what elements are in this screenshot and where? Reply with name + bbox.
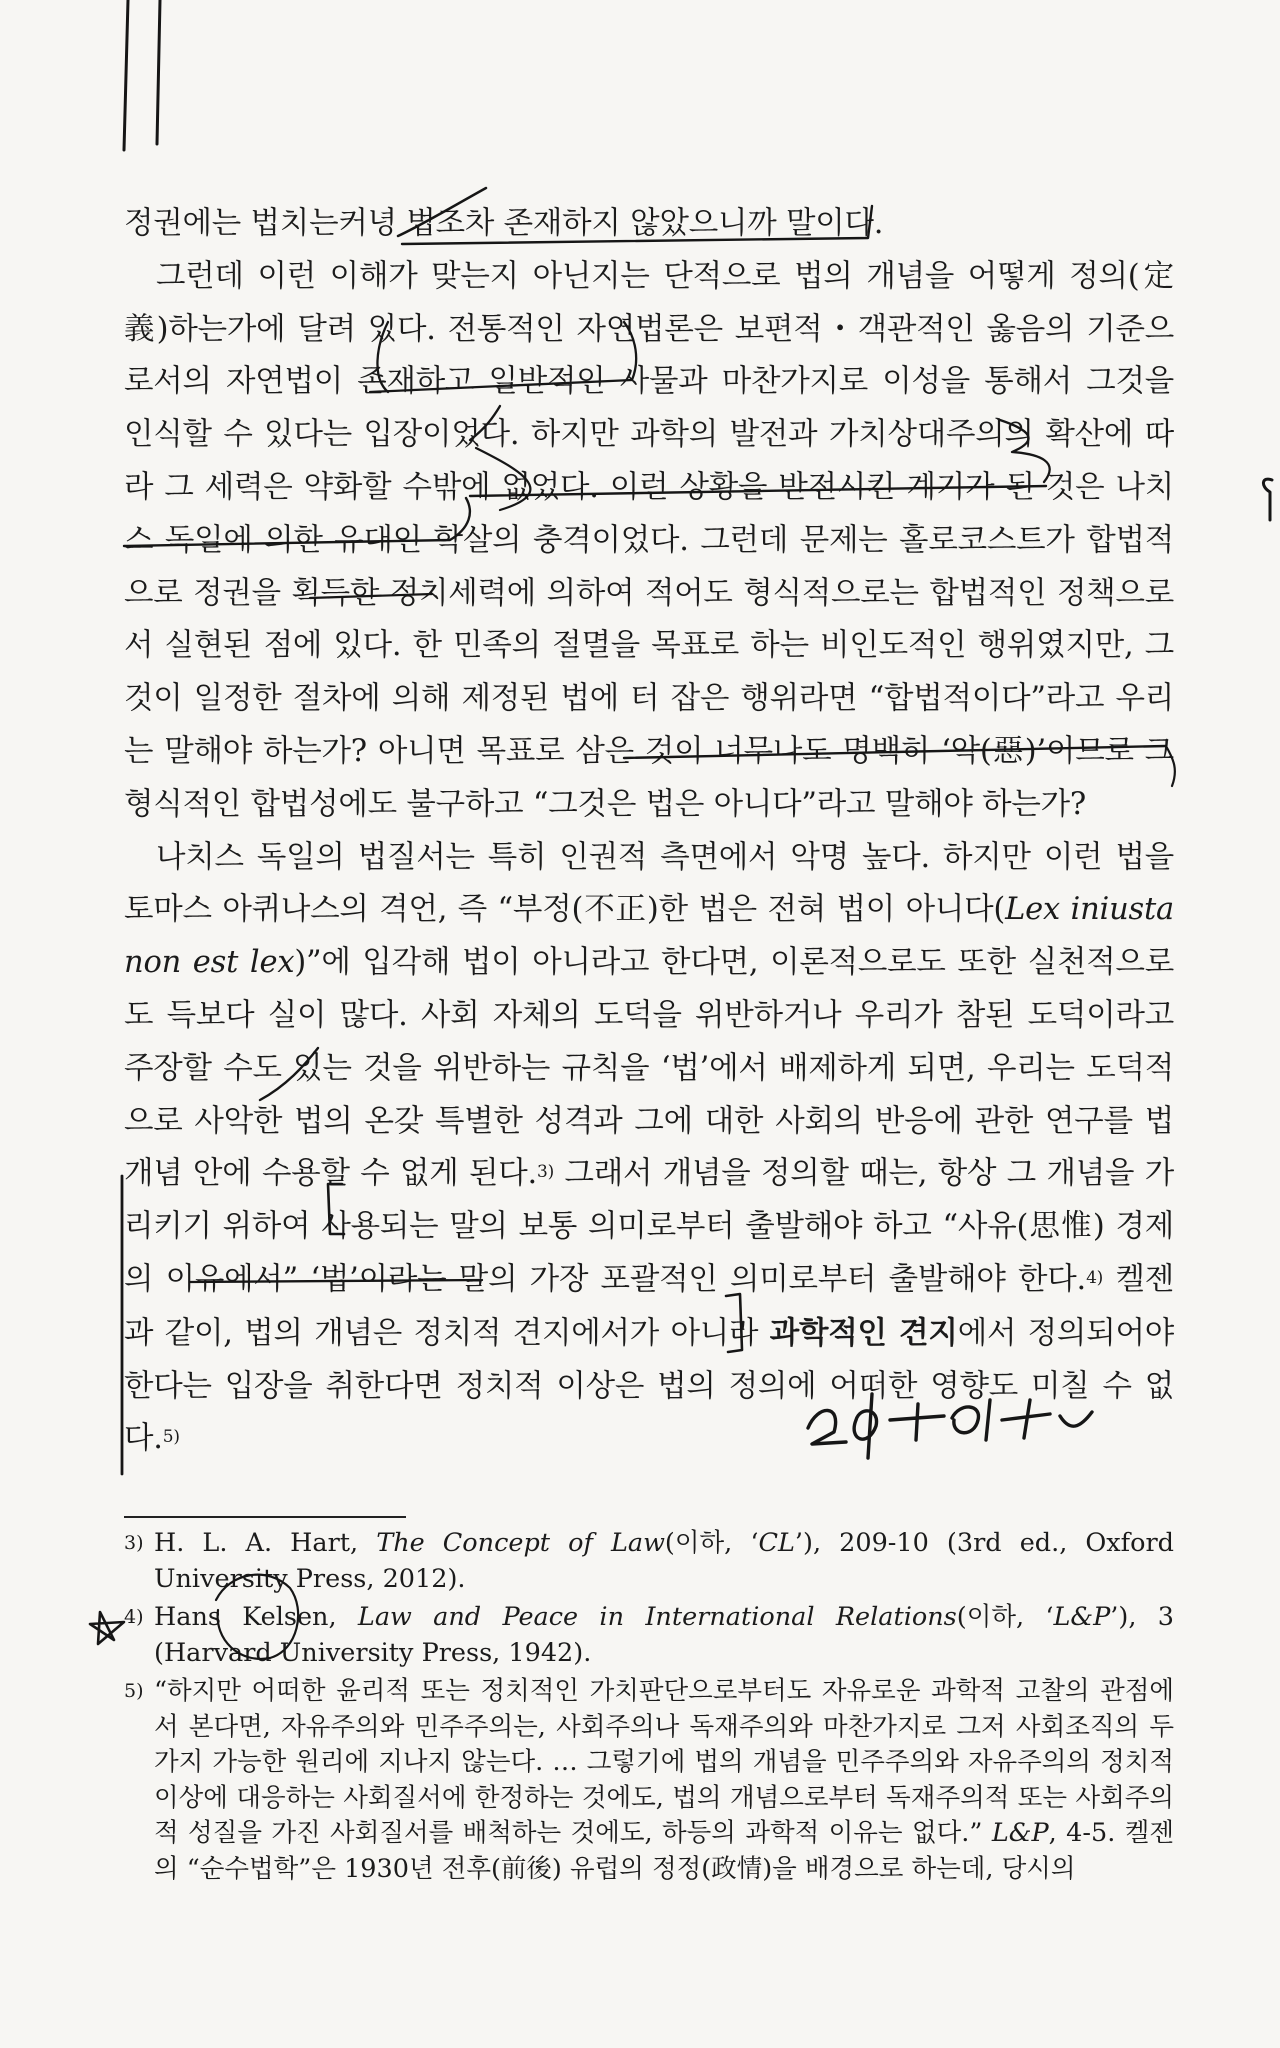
text-segment: (이하, ‘ <box>664 1528 759 1558</box>
text-segment: 그래서 개념을 정의할 때는, 항상 그 개념을 가리키기 위하여 사용되는 말의 보통 의미로부터 출발해야 하고 “사유(思惟) 경제의 이유에서” ‘법’이라는 말의 가장 포괄적인 의미로부터 출발해야 한다. <box>124 1156 1174 1297</box>
footnote-item <box>124 1600 1174 1671</box>
footnote-number: 5) <box>124 1680 144 1702</box>
paragraph <box>124 251 1174 832</box>
text-segment: CL <box>758 1528 795 1558</box>
text-segment: ’), 209-10 (3rd ed., Oxford University Press, 2012). <box>154 1528 1174 1594</box>
footnote-ref[interactable]: 5) <box>162 1427 180 1448</box>
text-segment: , 4-5. 켈젠의 “순수법학”은 1930년 전후(前後) 유럽의 정정(政情)을 배경으로 하는데, 당시의 <box>154 1818 1174 1884</box>
text-segment: H. L. A. Hart, <box>154 1528 377 1558</box>
body-text <box>124 198 1174 1466</box>
text-segment: 정권에는 법치는커녕 법조차 존재하지 않았으니까 말이다. <box>124 206 884 241</box>
footnotes <box>124 1526 1174 1890</box>
footnote-ref[interactable]: 4) <box>1086 1267 1104 1288</box>
text-segment: 나치스 독일의 법질서는 특히 인권적 측면에서 악명 높다. 하지만 이런 법을 토마스 아퀴나스의 격언, 즉 “부정(不正)한 법은 전혀 법이 아니다( <box>124 839 1174 928</box>
pen-stroke-left <box>124 0 128 150</box>
footnote-number: 3) <box>124 1532 144 1554</box>
footnote-item <box>124 1674 1174 1887</box>
text-segment: Hans Kelsen, <box>154 1602 358 1632</box>
text-segment: 에서 정의되어야 한다는 입장을 취한다면 정치적 이상은 법의 정의에 어떠한 영향도 미칠 수 없다. <box>124 1315 1174 1457</box>
text-segment: ’), 3 (Harvard University Press, 1942). <box>154 1602 1174 1668</box>
edge-mark <box>1263 479 1272 520</box>
paragraph <box>124 198 1174 251</box>
text-segment: )”에 입각해 법이 아니라고 한다면, 이론적으로도 또한 실천적으로도 득보다 실이 많다. 사회 자체의 도덕을 위반하거나 우리가 참된 도덕이라고 주장할 수도 있는 것을 위반하는 규칙을 ‘법’에서 배제하게 되면, 우리는 도덕적으로 사악한 법의 온갖 특별한 성격과 그에 대한 사회의 반응에 관한 연구를 법개념 안에 수용할 수 없게 된다. <box>124 945 1175 1192</box>
text-segment: Lex iniusta non est lex <box>124 892 1175 981</box>
text-segment: 켈젠과 같이, 법의 개념은 정치적 견지에서가 아니라 <box>124 1261 1175 1351</box>
footnote-separator <box>124 1516 406 1518</box>
text-segment: L&P <box>1053 1602 1111 1632</box>
pen-stroke-right <box>157 0 160 144</box>
paragraph <box>124 832 1174 1467</box>
star-icon <box>90 1612 124 1644</box>
text-segment: L&P <box>991 1818 1049 1848</box>
text-segment: The Concept of Law <box>376 1528 665 1558</box>
footnote-item <box>124 1526 1174 1597</box>
text-segment: Law and Peace in International Relations <box>357 1602 957 1632</box>
text-segment: 과학적인 견지 <box>769 1314 958 1351</box>
text-segment: “하지만 어떠한 윤리적 또는 정치적인 가치판단으로부터도 자유로운 과학적 고찰의 관점에서 본다면, 자유주의와 민주주의는, 사회주의나 독재주의와 마찬가지로 그저 사회조직의 두 가지 가능한 원리에 지나지 않는다. … 그렇기에 법의 개념을 민주주의와 자유주의의 정치적 이상에 대응하는 사회질서에 한정하는 것에도, 법의 개념으로부터 독재주의적 또는 사회주의적 성질을 가진 사회질서를 배척하는 것에도, 하등의 과학적 이유는 없다.” <box>154 1676 1174 1848</box>
footnote-ref[interactable]: 3) <box>536 1162 555 1183</box>
text-segment: (이하, ‘ <box>956 1602 1054 1632</box>
text-segment: 그런데 이런 이해가 맞는지 아닌지는 단적으로 법의 개념을 어떻게 정의(定義)하는가에 달려 있다. 전통적인 자연법론은 보편적・객관적인 옳음의 기준으로서의 자연법이 존재하고 일반적인 사물과 마찬가지로 이성을 통해서 그것을 인식할 수 있다는 입장이었다. 하지만 과학의 발전과 가치상대주의의 확산에 따라 그 세력은 약화할 수밖에 없었다. 이런 상황을 반전시킨 계기가 된 것은 나치스 독일에 의한 유대인 학살의 충격이었다. 그런데 문제는 홀로코스트가 합법적으로 정권을 획득한 정치세력에 의하여 적어도 형식적으로는 합법적인 정책으로서 실현된 점에 있다. 한 민족의 절멸을 목표로 하는 비인도적인 행위였지만, 그것이 일정한 절차에 의해 제정된 법에 터 잡은 행위라면 “합법적이다”라고 우리는 말해야 하는가? 아니면 목표로 삼은 것이 너무나도 명백히 ‘악(惡)’이므로 그 형식적인 합법성에도 불구하고 “그것은 법은 아니다”라고 말해야 하는가? <box>124 258 1174 822</box>
footnote-number: 4) <box>124 1606 144 1628</box>
